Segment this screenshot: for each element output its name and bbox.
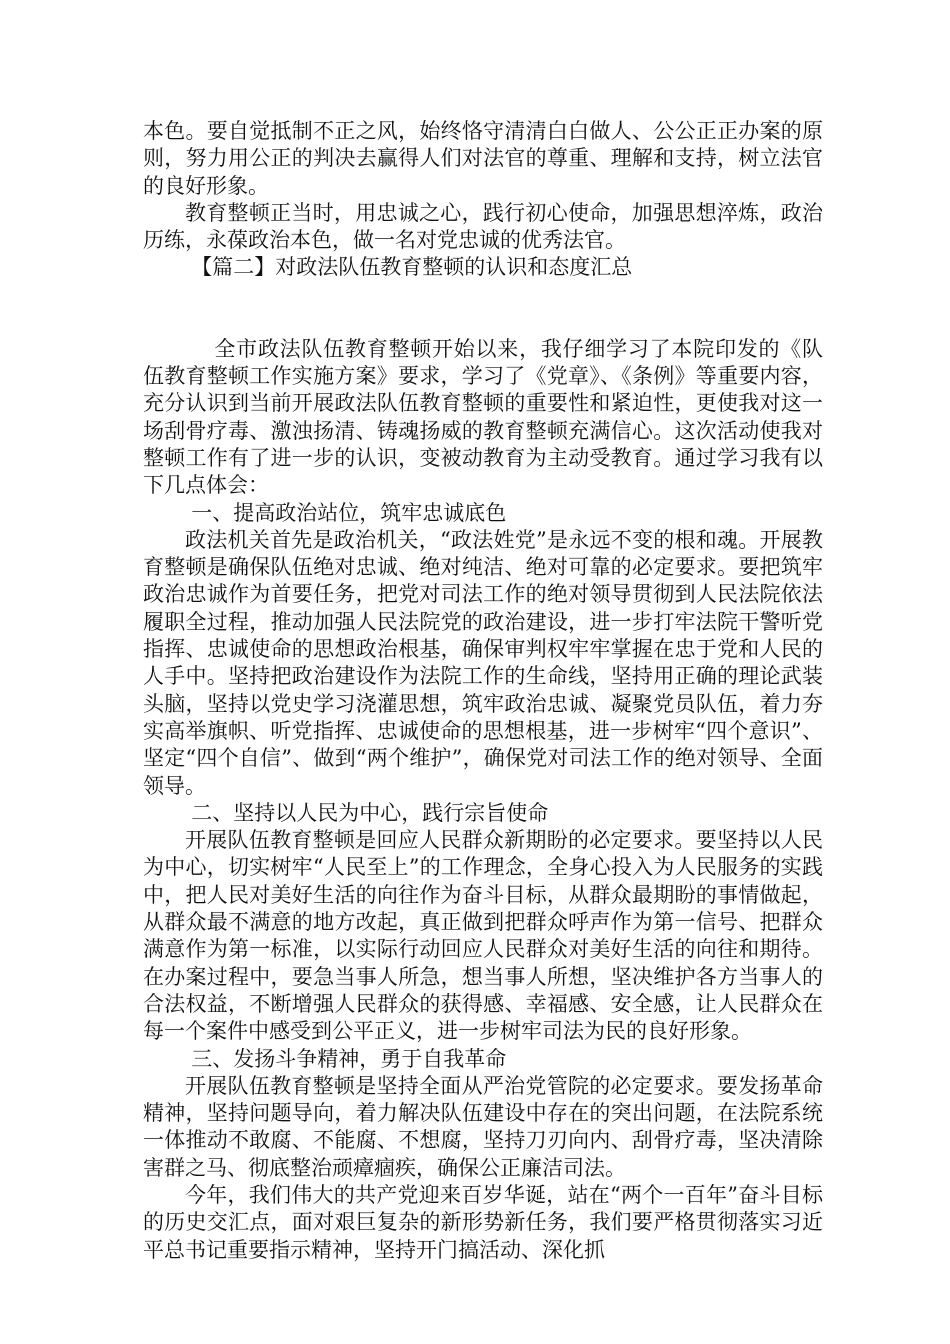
section-title: 【篇二】对政法队伍教育整顿的认识和态度汇总 [191,255,633,280]
paragraph-3: 开展队伍教育整顿是坚持全面从严治党管院的必定要求。要发扬革命精神，坚持问题导向，着力解决队伍建设中存在的突出问题，在法院系统一体推动不敢腐、不能腐、不想腐，坚持刀刃向内、刮骨疗毒，坚决清除害群之马、彻底整治顽瘴痼疾，确保公正廉洁司法。 [143,1073,823,1180]
subheading-1: 一、提高政治站位，筑牢忠诚底色 [191,500,507,525]
document-page [143,118,823,1264]
paragraph-1: 政法机关首先是政治机关，“政法姓党”是永远不变的根和魂。开展教育整顿是确保队伍绝对忠诚、绝对纯洁、绝对可靠的必定要求。要把筑牢政治忠诚作为首要任务，把党对司法工作的绝对领导贯彻到人民法院依法履职全过程，推动加强人民法院党的政治建设，进一步打牢法院干警听党指挥、忠诚使命的思想政治根基，确保审判权牢牢掌握在忠于党和人民的人手中。坚持把政治建设作为法院工作的生命线，坚持用正确的理论武装头脑，坚持以党史学习浇灌思想，筑牢政治忠诚、凝聚党员队伍，着力夯实高举旗帜、听党指挥、忠诚使命的思想根基，进一步树牢“四个意识”、坚定“四个自信”、做到“两个维护”，确保党对司法工作的绝对领导、全面领导。 [143,527,823,798]
paragraph-continued: 本色。要自觉抵制不正之风，始终恪守清清白白做人、公公正正办案的原则，努力用公正的判决去赢得人们对法官的尊重、理解和支持，树立法官的良好形象。 [143,119,823,198]
paragraph-closing: 教育整顿正当时，用忠诚之心，践行初心使命，加强思想淬炼，政治历练，永葆政治本色，做一名对党忠诚的优秀法官。 [143,200,823,253]
paragraph-intro: 全市政法队伍教育整顿开始以来，我仔细学习了本院印发的《队伍教育整顿工作实施方案》要求，学习了《党章》、《条例》等重要内容，充分认识到当前开展政法队伍教育整顿的重要性和紧迫性，更使我对这一场刮骨疗毒、激浊扬清、铸魂扬威的教育整顿充满信心。这次活动使我对整顿工作有了进一步的认识，变被动教育为主动受教育。通过学习我有以下几点体会： [143,336,823,498]
paragraph-4: 今年，我们伟大的共产党迎来百岁华诞，站在“两个一百年”奋斗目标的历史交汇点，面对艰巨复杂的新形势新任务，我们要严格贯彻落实习近平总书记重要指示精神，坚持开门搞活动、深化抓 [143,1182,823,1262]
paragraph-2: 开展队伍教育整顿是回应人民群众新期盼的必定要求。要坚持以人民为中心，切实树牢“人民至上”的工作理念，全身心投入为人民服务的实践中，把人民对美好生活的向往作为奋斗目标，从群众最期盼的事情做起，从群众最不满意的地方改起，真正做到把群众呼声作为第一信号、把群众满意作为第一标准，以实际行动回应人民群众对美好生活的向往和期待。在办案过程中，要急当事人所急，想当事人所想，坚决维护各方当事人的合法权益，不断增强人民群众的获得感、幸福感、安全感，让人民群众在每一个案件中感受到公平正义，进一步树牢司法为民的良好形象。 [143,828,823,1044]
blank-gap [143,282,823,336]
subheading-3: 三、发扬斗争精神，勇于自我革命 [191,1046,507,1071]
subheading-2: 二、坚持以人民为中心，践行宗旨使命 [191,800,549,825]
